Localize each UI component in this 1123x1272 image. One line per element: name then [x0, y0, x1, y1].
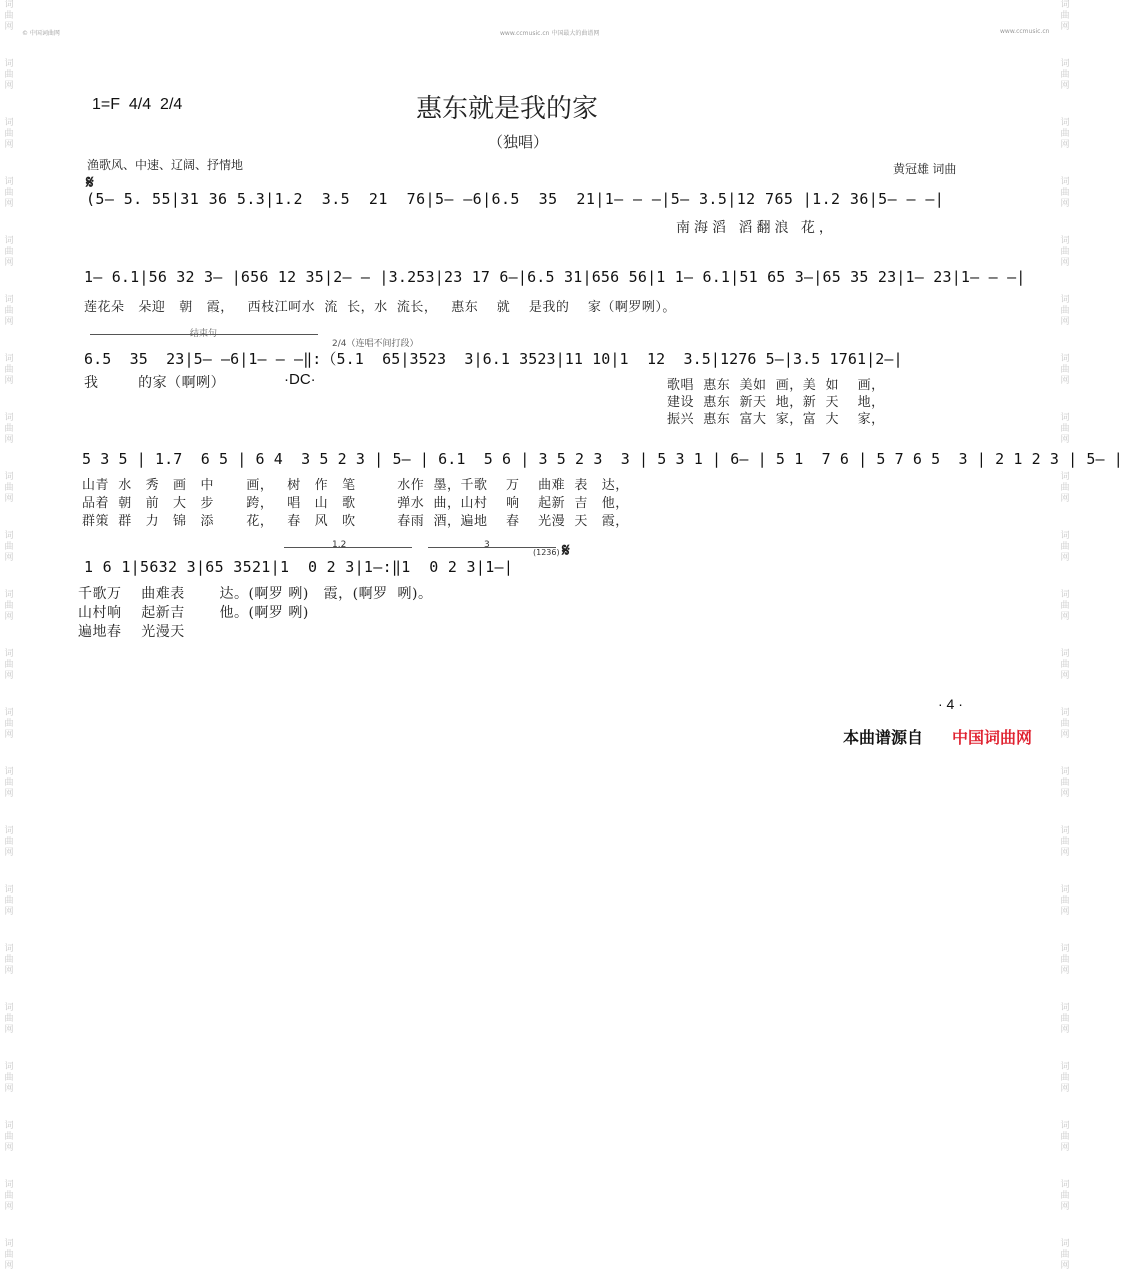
- watermark-char: 词: [4, 59, 14, 69]
- watermark-char: 词: [4, 826, 14, 836]
- page-number: · 4 ·: [938, 696, 963, 712]
- watermark-char: 网: [4, 1084, 14, 1094]
- watermark-char: 曲: [1060, 1014, 1070, 1024]
- watermark-char: 词: [1060, 767, 1070, 777]
- watermark-char: 曲: [4, 1014, 14, 1024]
- lyrics-line-3-2: 歌唱 惠东 美如 画，美 如 画，: [667, 378, 885, 393]
- meter-change-annotation: 2/4（连唱不间打段）: [332, 339, 419, 349]
- notation-line-5: 1 6 1|5632 3|65 3521|1 0 2 3|1—:‖1 0 2 3|1—|: [84, 558, 514, 576]
- watermark-char: 曲: [1060, 247, 1070, 257]
- watermark-char: 词: [4, 767, 14, 777]
- watermark-char: 网: [1060, 258, 1070, 268]
- watermark-char: 网: [4, 907, 14, 917]
- watermark-char: 曲: [4, 70, 14, 80]
- watermark-char: 网: [4, 317, 14, 327]
- watermark-char: 曲: [4, 542, 14, 552]
- watermark-char: 网: [1060, 1025, 1070, 1035]
- watermark-char: 网: [1060, 435, 1070, 445]
- watermark-char: 网: [4, 199, 14, 209]
- watermark-char: 曲: [4, 247, 14, 257]
- watermark-char: 网: [4, 435, 14, 445]
- watermark-char: 网: [4, 494, 14, 504]
- left-watermark-column: [2, 0, 16, 1271]
- watermark-char: 曲: [1060, 11, 1070, 21]
- watermark-char: 曲: [1060, 365, 1070, 375]
- watermark-char: 词: [4, 708, 14, 718]
- watermark-char: 网: [4, 140, 14, 150]
- watermark-char: 网: [1060, 1084, 1070, 1094]
- watermark-char: 词: [1060, 590, 1070, 600]
- watermark-char: 网: [4, 789, 14, 799]
- watermark-char: 曲: [1060, 1073, 1070, 1083]
- ending-annotation: 结束句: [190, 329, 218, 339]
- watermark-char: 词: [1060, 295, 1070, 305]
- watermark-char: 曲: [1060, 1132, 1070, 1142]
- watermark-char: 词: [4, 472, 14, 482]
- key-signature: 1=F 4/4 2/4: [92, 96, 183, 113]
- watermark-char: 曲: [4, 129, 14, 139]
- watermark-char: 网: [1060, 730, 1070, 740]
- watermark-char: 曲: [1060, 483, 1070, 493]
- watermark-char: 网: [4, 848, 14, 858]
- watermark-char: 曲: [1060, 1250, 1070, 1260]
- watermark-char: 词: [1060, 1180, 1070, 1190]
- watermark-char: 曲: [4, 365, 14, 375]
- watermark-char: 词: [1060, 944, 1070, 954]
- watermark-char: 词: [1060, 885, 1070, 895]
- watermark-char: 词: [4, 1239, 14, 1249]
- watermark-char: 网: [4, 258, 14, 268]
- watermark-char: 曲: [4, 896, 14, 906]
- watermark-char: 词: [1060, 1121, 1070, 1131]
- watermark-char: 曲: [1060, 778, 1070, 788]
- watermark-char: 词: [4, 944, 14, 954]
- lyrics-line-5-1: 千歌万 曲难表 达。(啊罗 咧) 霞，(啊罗 咧)。: [78, 586, 433, 602]
- watermark-char: 网: [1060, 789, 1070, 799]
- watermark-char: 词: [1060, 354, 1070, 364]
- notation-line-3: 6.5 35 23|5— —6|1— — —‖:（5.1 65|3523 3|6.1 3523|11 10|1 12 3.5|1276 5—|3.5 1761|2—|: [84, 350, 903, 368]
- lyrics-line-3-3: 建设 惠东 新天 地，新 天 地，: [667, 395, 885, 410]
- watermark-char: 词: [1060, 413, 1070, 423]
- watermark-char: 曲: [1060, 660, 1070, 670]
- footer-site-link[interactable]: 中国词曲网: [952, 730, 1033, 747]
- watermark-char: 网: [1060, 199, 1070, 209]
- watermark-char: 网: [4, 1025, 14, 1035]
- volta-bracket-1: [284, 547, 412, 548]
- watermark-char: 词: [4, 1062, 14, 1072]
- top-center-mark: www.ccmusic.cn 中国最大的曲谱网: [500, 30, 600, 37]
- watermark-char: 网: [1060, 671, 1070, 681]
- watermark-char: 词: [1060, 59, 1070, 69]
- small-note-annotation: (1236): [533, 548, 560, 557]
- watermark-char: 曲: [1060, 424, 1070, 434]
- notation-line-4: 5 3 5 | 1.7 6 5 | 6 4 3 5 2 3 | 5— | 6.1 5 6 | 3 5 2 3 3 | 5 3 1 | 6— | 5 1 7 6 | 5 7 6 5 3 | 2 1 2 3 | 5— |: [82, 450, 1123, 468]
- watermark-char: 网: [1060, 22, 1070, 32]
- watermark-char: 网: [4, 81, 14, 91]
- watermark-char: 曲: [1060, 719, 1070, 729]
- lyrics-line-5-2: 山村响 起新吉 他。(啊罗 咧): [78, 605, 309, 621]
- watermark-char: 词: [1060, 177, 1070, 187]
- watermark-char: 词: [1060, 472, 1070, 482]
- watermark-char: 曲: [4, 1132, 14, 1142]
- watermark-char: 曲: [1060, 129, 1070, 139]
- watermark-char: 网: [4, 612, 14, 622]
- watermark-char: 词: [1060, 649, 1070, 659]
- style-note: 渔歌风、中速、辽阔、抒情地: [87, 158, 244, 172]
- watermark-char: 曲: [1060, 306, 1070, 316]
- footer-source-label: 本曲谱源自: [843, 730, 924, 747]
- watermark-char: 词: [4, 590, 14, 600]
- lyrics-line-5-3: 遍地春 光漫天: [78, 624, 185, 640]
- right-watermark-column: [1058, 0, 1072, 1271]
- watermark-char: 曲: [4, 11, 14, 21]
- subtitle: （独唱）: [488, 133, 549, 151]
- watermark-char: 曲: [4, 483, 14, 493]
- volta-label-1: 1.2: [332, 540, 347, 550]
- lyrics-line-4-2: 品着 朝 前 大 步 跨， 唱 山 歌 弹水 曲，山村 响 起新 吉 他，: [82, 496, 629, 511]
- watermark-char: 词: [1060, 1062, 1070, 1072]
- watermark-char: 网: [1060, 140, 1070, 150]
- watermark-char: 网: [1060, 1202, 1070, 1212]
- watermark-char: 词: [4, 354, 14, 364]
- watermark-char: 曲: [1060, 955, 1070, 965]
- credits: 黄冠雄 词曲: [893, 162, 957, 176]
- top-right-mark: www.ccmusic.cn: [1000, 28, 1050, 35]
- volta-label-2: 3: [484, 540, 490, 550]
- watermark-char: 词: [1060, 1239, 1070, 1249]
- ending-bracket-line: [90, 334, 318, 335]
- watermark-char: 网: [1060, 553, 1070, 563]
- watermark-char: 曲: [1060, 542, 1070, 552]
- notation-line-1: (5— 5. 55|31 36 5.3|1.2 3.5 21 76|5— —6|6.5 35 21|1— — —|5— 3.5|12 765 |1.2 36|5— — —|: [86, 190, 945, 208]
- watermark-char: 曲: [4, 306, 14, 316]
- watermark-char: 曲: [1060, 70, 1070, 80]
- watermark-char: 网: [1060, 81, 1070, 91]
- watermark-char: 曲: [1060, 601, 1070, 611]
- lyrics-line-4-1: 山青 水 秀 画 中 画， 树 作 笔 水作 墨，千歌 万 曲难 表 达，: [82, 478, 629, 493]
- watermark-char: 词: [1060, 708, 1070, 718]
- segno-sign: 𝄋: [86, 172, 94, 193]
- watermark-char: 词: [4, 885, 14, 895]
- watermark-char: 曲: [1060, 188, 1070, 198]
- watermark-char: 词: [4, 295, 14, 305]
- watermark-char: 曲: [1060, 1191, 1070, 1201]
- watermark-char: 曲: [4, 719, 14, 729]
- watermark-char: 词: [4, 118, 14, 128]
- watermark-char: 词: [4, 1121, 14, 1131]
- watermark-char: 词: [1060, 531, 1070, 541]
- watermark-char: 词: [4, 1003, 14, 1013]
- watermark-char: 网: [1060, 317, 1070, 327]
- watermark-char: 网: [4, 1143, 14, 1153]
- watermark-char: 词: [1060, 826, 1070, 836]
- watermark-char: 词: [4, 236, 14, 246]
- lyrics-line-2-1: 莲花朵 朵迎 朝 霞， 西枝江呵水 流 长，水 流长， 惠东 就 是我的 家（啊罗咧）。: [84, 300, 676, 315]
- watermark-char: 网: [4, 671, 14, 681]
- lyrics-line-1-1: 南海滔 滔翻浪 花，: [676, 220, 837, 236]
- watermark-char: 网: [4, 553, 14, 563]
- segno-sign-end: 𝄋: [562, 540, 570, 561]
- watermark-char: 网: [4, 730, 14, 740]
- watermark-char: 网: [1060, 612, 1070, 622]
- watermark-char: 曲: [4, 660, 14, 670]
- page-title: 惠东就是我的家: [416, 94, 599, 124]
- watermark-char: 网: [4, 1202, 14, 1212]
- watermark-char: 网: [1060, 907, 1070, 917]
- watermark-char: 网: [1060, 494, 1070, 504]
- watermark-char: 曲: [4, 1191, 14, 1201]
- watermark-char: 曲: [4, 188, 14, 198]
- watermark-char: 词: [4, 531, 14, 541]
- watermark-char: 网: [1060, 848, 1070, 858]
- top-left-mark: © 中国词曲网: [22, 30, 60, 37]
- notation-line-2: 1— 6.1|56 32 3— |656 12 35|2— — |3.253|23 17 6—|6.5 31|656 56|1 1— 6.1|51 65 3—|65 35 23|1— 23|1— — —|: [84, 268, 1026, 286]
- watermark-char: 网: [1060, 1261, 1070, 1271]
- watermark-char: 曲: [1060, 896, 1070, 906]
- watermark-char: 词: [4, 413, 14, 423]
- watermark-char: 网: [1060, 966, 1070, 976]
- watermark-char: 网: [4, 22, 14, 32]
- watermark-char: 网: [1060, 376, 1070, 386]
- watermark-char: 网: [4, 966, 14, 976]
- watermark-char: 曲: [4, 1250, 14, 1260]
- watermark-char: 词: [4, 0, 14, 10]
- watermark-char: 词: [1060, 236, 1070, 246]
- lyrics-line-4-3: 群策 群 力 锦 添 花， 春 风 吹 春雨 酒，遍地 春 光漫 天 霞，: [82, 514, 629, 529]
- watermark-char: 曲: [4, 1073, 14, 1083]
- watermark-char: 曲: [4, 837, 14, 847]
- dc-mark: ·DC·: [284, 371, 316, 388]
- lyrics-line-3-1: 我 的家（啊咧）: [84, 375, 226, 391]
- watermark-char: 词: [1060, 1003, 1070, 1013]
- watermark-char: 词: [4, 177, 14, 187]
- watermark-char: 网: [1060, 1143, 1070, 1153]
- watermark-char: 网: [4, 1261, 14, 1271]
- watermark-char: 词: [4, 649, 14, 659]
- watermark-char: 曲: [4, 601, 14, 611]
- watermark-char: 曲: [4, 955, 14, 965]
- watermark-char: 词: [1060, 0, 1070, 10]
- watermark-char: 词: [1060, 118, 1070, 128]
- watermark-char: 曲: [1060, 837, 1070, 847]
- lyrics-line-3-4: 振兴 惠东 富大 家，富 大 家，: [667, 412, 885, 427]
- watermark-char: 曲: [4, 424, 14, 434]
- watermark-char: 曲: [4, 778, 14, 788]
- watermark-char: 网: [4, 376, 14, 386]
- watermark-char: 词: [4, 1180, 14, 1190]
